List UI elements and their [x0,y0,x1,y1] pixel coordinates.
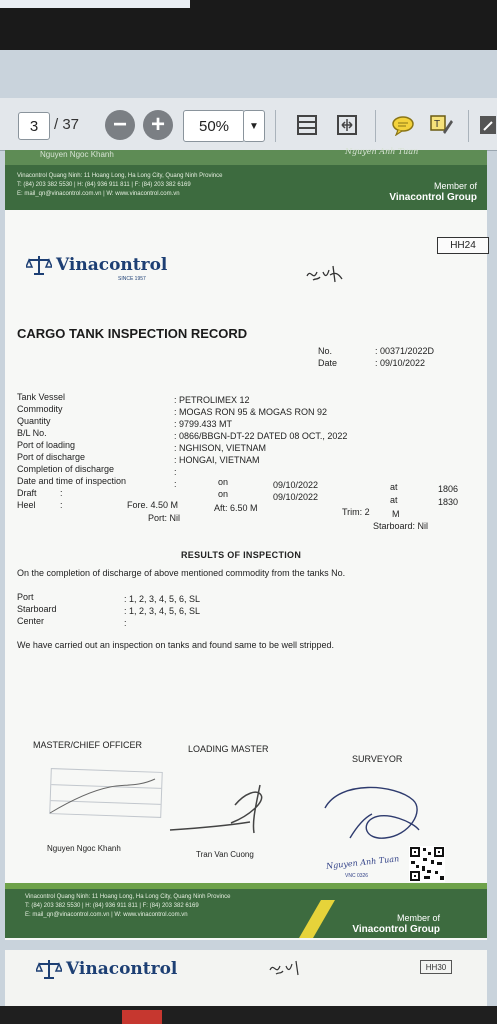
completion-on: on [218,477,229,487]
field-value: : PETROLIMEX 12 [174,395,250,405]
signature-title-master: MASTER/CHIEF OFFICER [33,740,143,750]
footer-member-of-label: Member of [396,913,440,923]
toolbar-separator [375,110,376,142]
completion-time: 1806 [438,484,459,494]
completion-at: at [390,482,398,492]
surveyor-name: Nguyen Anh Tuan [325,854,400,871]
surveyor-signature [300,778,430,848]
fit-width-icon[interactable] [332,110,362,140]
member-of-label: Member of [433,181,477,191]
trim-unit: M [392,509,400,519]
screen-glare [0,0,190,8]
document-code: HH24 [437,237,489,254]
inspection-time: 1830 [438,497,459,507]
signature-title-surveyor: SURVEYOR [352,754,403,764]
surveyor-code: VNC 0326 [345,873,369,879]
field-value: : [174,467,177,477]
conclusion-text: We have carried out an inspection on tanks and found same to be well stripped. [17,640,335,650]
partial-name-left: Nguyen Ngoc Khanh [40,150,114,159]
field-label: Completion of discharge [17,464,115,474]
field-value: : [60,500,63,510]
toolbar-separator [275,110,276,142]
field-value: : 0866/BBGN-DT-22 DATED 08 OCT., 2022 [174,431,348,441]
results-intro: On the completion of discharge of above mentioned commodity from the tanks No. [17,568,346,578]
zoom-level-input[interactable]: 50% [183,110,245,142]
qr-code-icon [409,846,445,882]
toolbar-separator [468,110,469,142]
zoom-out-button[interactable] [105,110,135,140]
field-label: Heel [17,500,36,510]
tank-label: Starboard [17,604,57,614]
fit-page-icon[interactable] [292,110,322,140]
plus-icon: + [150,111,165,138]
company-address: Vinacontrol Quang Ninh: 11 Hoang Long, Ha Long City, Quang Ninh Province [17,173,223,179]
inspection-at: at [390,495,398,505]
vinacontrol-logo-next [36,958,177,980]
footer-member-of-group [340,913,440,935]
draft-aft: Aft: 6.50 M [214,503,258,513]
field-label: Commodity [17,404,63,414]
group-name: Vinacontrol Group [389,192,477,203]
tank-value: : 1, 2, 3, 4, 5, 6, SL [124,594,201,604]
zoom-in-button[interactable] [143,110,173,140]
scales-icon [26,254,52,276]
field-label: Port of discharge [17,452,86,462]
loading-master-name: Tran Van Cuong [196,850,254,859]
results-title: RESULTS OF INSPECTION [181,550,302,560]
draft-fore: Fore. 4.50 M [127,500,179,510]
taskbar-app-button[interactable] [122,1010,162,1024]
highlight-text-icon[interactable] [426,110,456,140]
scales-icon [36,958,62,980]
no-label: No. [318,346,333,356]
footer-group-name: Vinacontrol Group [352,924,440,935]
footer-company-address: Vinacontrol Quang Ninh: 11 Hoang Long, Ha Long City, Quang Ninh Province [25,894,231,900]
inspection-on: on [218,489,229,499]
field-label: B/L No. [17,428,47,438]
date-value: : 09/10/2022 [375,358,426,368]
field-label: Port of loading [17,440,76,450]
logo-text: Vinacontrol [56,255,168,275]
field-value: : HONGAI, VIETNAM [174,455,260,465]
page-number-input[interactable]: 3 [18,112,50,140]
taskbar [0,1006,497,1024]
field-label: Tank Vessel [17,392,66,402]
heel-starboard: Starboard: Nil [373,521,429,531]
company-phone: T: (84) 203 382 5530 | H: (84) 936 911 811 | F: (84) 203 382 6169 [17,182,191,188]
member-of-group [377,181,477,203]
pdf-toolbar [0,98,497,151]
loading-master-signature [165,780,295,840]
field-value: : [174,479,177,489]
field-value: : 9799.433 MT [174,419,233,429]
trim-value: Trim: 2 [342,507,370,517]
handwritten-initials-next [268,958,308,980]
master-name: Nguyen Ngoc Khanh [47,844,121,853]
signature-title-loading: LOADING MASTER [188,744,269,754]
partial-name-right: Nguyen Anh Tuan [345,147,419,156]
field-value: : NGHISON, VIETNAM [174,443,267,453]
tank-value: : [124,618,127,628]
field-label: Quantity [17,416,51,426]
field-label: Draft [17,488,37,498]
tank-label: Port [17,592,34,602]
tank-label: Center [17,616,45,626]
document-title: CARGO TANK INSPECTION RECORD [17,326,248,341]
no-value: : 00371/2022D [375,346,435,356]
inspection-date: 09/10/2022 [273,492,319,502]
completion-date: 09/10/2022 [273,480,319,490]
logo-since: SINCE 1957 [118,276,146,282]
comment-icon[interactable] [388,110,418,140]
document-code-next: HH30 [420,960,452,974]
svg-text:T: T [434,119,441,130]
page-total: / 37 [54,116,80,133]
field-label: Date and time of inspection [17,476,127,486]
footer-company-phone: T: (84) 203 382 5530 | H: (84) 936 911 811 | F: (84) 203 382 6169 [25,903,199,909]
vinacontrol-logo [26,254,167,276]
field-value: : MOGAS RON 95 & MOGAS RON 92 [174,407,328,417]
minus-icon: − [112,111,127,138]
master-signature [45,775,165,820]
tank-value: : 1, 2, 3, 4, 5, 6, SL [124,606,201,616]
footer-company-email: E: mail_qn@vinacontrol.com.vn | W: www.vinacontrol.com.vn [25,912,188,918]
heel-port: Port: Nil [148,513,181,523]
next-tool-icon[interactable] [478,110,497,140]
logo-text-next: Vinacontrol [66,959,178,979]
chevron-down-icon: ▼ [249,120,259,132]
field-value: : [60,488,63,498]
zoom-dropdown-button[interactable] [243,110,265,142]
date-label: Date [318,358,338,368]
footer-stripe [5,883,487,889]
handwritten-initials [305,262,347,288]
company-email: E: mail_qn@vinacontrol.com.vn | W: www.vinacontrol.com.vn [17,191,180,197]
